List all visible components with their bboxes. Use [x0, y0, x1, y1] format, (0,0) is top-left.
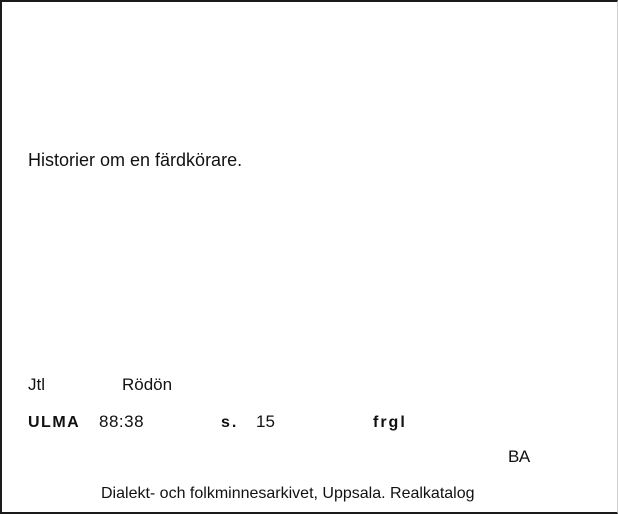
archive-footer: Dialekt- och folkminnesarkivet, Uppsala. Realkatalog [101, 485, 475, 502]
archive-code: ULMA [28, 414, 81, 431]
recorder-initials: BA [508, 447, 530, 466]
page-number: 15 [256, 412, 275, 431]
type-code: frgl [373, 414, 407, 431]
parish-code: Jtl [28, 375, 45, 394]
archive-number: 88:38 [99, 412, 145, 431]
parish-name: Rödön [122, 375, 173, 394]
card-title: Historier om en färdkörare. [28, 150, 243, 170]
page-label: s. [221, 414, 239, 431]
